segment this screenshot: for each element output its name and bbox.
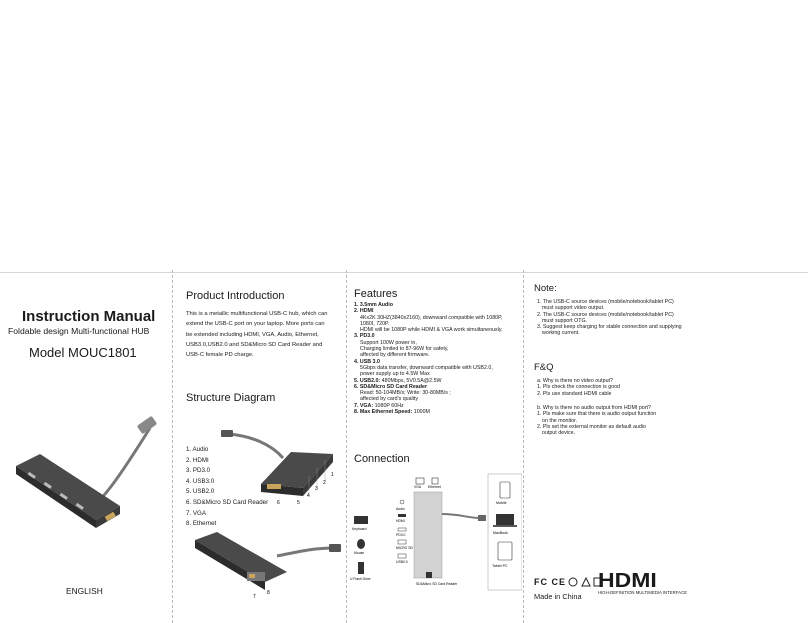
note-line: must support video output.	[542, 305, 605, 312]
intro-heading: Product Introduction	[186, 290, 285, 302]
features-heading: Features	[354, 288, 398, 300]
conn-port-label: MICRO SD	[396, 546, 413, 550]
made-in: Made in China	[534, 592, 582, 601]
structure-item: 4. USB3.0	[186, 477, 215, 485]
hub-illustration	[10, 416, 170, 546]
keyboard-icon	[354, 516, 368, 524]
conn-device-label: U Flash Drive	[350, 577, 371, 581]
structure-item: 1. Audio	[186, 446, 209, 453]
faq-answer: on the monitor.	[542, 417, 578, 424]
note-line: working current.	[542, 330, 580, 337]
faq-question: a. Why is there no video output?	[537, 378, 613, 384]
intro-line: This is a metallic multifunctional USB-C hub, which can	[186, 311, 328, 317]
tablet-icon	[498, 542, 512, 560]
usb-drive-icon	[358, 562, 364, 574]
conn-device-label: MacBook	[493, 531, 508, 535]
feature-title: 6. SD&Micro SD Card Reader	[354, 383, 428, 390]
callout-2: 2	[323, 480, 326, 486]
faq-block-a	[537, 378, 717, 397]
faq-answer: 1. Pls check the connection is good	[537, 384, 621, 391]
feature-value: 1000M	[412, 409, 430, 416]
hdmi-logo: HDMI	[598, 570, 657, 592]
callout-1: 1	[331, 472, 334, 478]
structure-list	[186, 445, 268, 530]
faq-heading: F&Q	[534, 362, 554, 373]
intro-line: USB3.0,USB2.0 and SD&Micro SD Card Reader and	[186, 341, 323, 348]
faq-answer: 2. Pls use standard HDMI cable	[537, 390, 612, 397]
structure-heading: Structure Diagram	[186, 392, 276, 404]
mobile-icon	[500, 482, 510, 498]
cover-title: Instruction Manual	[22, 308, 156, 325]
faq-answer: 2. Pls set the external monitor as default audio	[537, 423, 646, 430]
feature-line: Support 100W power in,	[360, 339, 417, 346]
structure-item: 3. PD3.0	[186, 467, 211, 475]
structure-item: 5. USB2.0	[186, 488, 215, 496]
structure-item: 2. HDMI	[186, 456, 209, 464]
cover-model: Model MOUC1801	[29, 345, 137, 360]
feature-line: HDMI will be 1080P while HDMI & VGA work simultaneously.	[360, 327, 503, 334]
conn-port-label: HDMI	[396, 519, 405, 523]
feature-title: 4. USB 3.0	[354, 358, 380, 365]
note-panel	[524, 276, 808, 623]
structure-item: 8. Ethernet	[186, 520, 217, 528]
connection-heading: Connection	[354, 453, 410, 465]
feature-line: 4Kx2K 30HZ(3840x2160), downward compatible with 1080P,	[360, 314, 503, 321]
note-list	[537, 299, 717, 337]
callout-8: 8	[267, 590, 270, 596]
note-heading: Note:	[534, 283, 557, 294]
mouse-icon	[357, 539, 365, 549]
structure-hub-bottom-illustration	[187, 526, 343, 606]
note-line: 2. The USB-C source devices (mobile/notebook/tablet PC)	[537, 311, 674, 318]
intro-body	[186, 309, 344, 360]
connection-diagram	[350, 472, 522, 592]
intro-line: USB-C female PD charge.	[186, 352, 254, 359]
sd-card-icon	[426, 572, 432, 578]
callout-6: 6	[277, 500, 280, 506]
features-list	[354, 302, 520, 415]
faq-answer: output device.	[542, 430, 575, 437]
intro-line: be extended including HDMI, VGA, Audio, Ethernet,	[186, 331, 319, 338]
structure-item: 6. SD&Micro SD Card Reader	[186, 498, 269, 506]
feature-line: 1080I, 720P.	[360, 320, 390, 327]
conn-top-label: Ethernet	[428, 485, 441, 489]
conn-port-label: PD3.0	[396, 533, 406, 537]
structure-item: 7. VGA	[186, 509, 206, 517]
feature-line: affected by different firmware.	[360, 352, 430, 359]
faq-answer: 1. Pls make sure that there is audio output function	[537, 411, 657, 418]
feature-line: affected by card's quality	[360, 396, 419, 403]
features-panel	[347, 276, 523, 623]
note-line: must support OTG.	[542, 317, 588, 324]
hdmi-small-text: HIGH-DEFINITION MULTIMEDIA INTERFACE	[598, 590, 687, 595]
feature-line: power supply up to 4.5W Max	[360, 371, 430, 378]
faq-block-b	[537, 405, 717, 436]
cover-subtitle: Foldable design Multi-functional HUB	[8, 326, 150, 336]
note-line: 3. Suggest keep charging for stable connection and supplying	[537, 324, 682, 331]
callout-4: 4	[307, 493, 310, 499]
feature-value: 480Mbps, 5V0.5A@2.5W	[380, 377, 442, 384]
conn-port-label: Audio	[396, 507, 405, 511]
feature-title: 8. Max Ethernet Speed:	[354, 409, 413, 416]
cover-panel	[0, 276, 172, 623]
conn-device-label: Tablet PC	[492, 564, 508, 568]
callout-5: 5	[297, 500, 300, 506]
cover-language: ENGLISH	[66, 586, 103, 596]
callout-7: 7	[253, 594, 256, 600]
intro-panel	[173, 276, 345, 623]
feature-title: 7. VGA:	[354, 402, 374, 409]
intro-line: extend the USB-C port on your laptop. More ports can	[186, 321, 325, 328]
feature-title: 3. PD3.0	[354, 333, 375, 340]
faq-question: b. Why is there no audio output from HDMI port?	[537, 405, 651, 411]
conn-device-label: Keyboard	[352, 527, 367, 531]
callout-3: 3	[315, 486, 318, 492]
conn-bottom-label: SD&Micro SD Card Reader	[416, 582, 458, 586]
feature-line: Read: 50-104MB/s; Write: 30-80MB/s ;	[360, 390, 451, 397]
conn-device-label: Mobile	[496, 501, 507, 505]
conn-device-label: Mouse	[354, 551, 365, 555]
hub-body	[414, 492, 442, 578]
cert-marks: FC CE	[534, 577, 566, 587]
note-line: 1. The USB-C source devices (mobile/notebook/tablet PC)	[537, 299, 674, 305]
feature-title: 2. HDMI	[354, 308, 374, 315]
feature-line: 5Gbps data transfer, downward compatible with USB2.0,	[360, 364, 493, 371]
conn-top-label: VGA	[414, 485, 422, 489]
feature-value: 1080P 60Hz	[373, 402, 404, 409]
page-edge-line	[0, 272, 808, 273]
conn-port-label: USB2.0	[396, 560, 408, 564]
feature-line: Charging limited to 87-96W for safety,	[360, 346, 449, 353]
feature-title: 1. 3.5mm Audio	[354, 302, 393, 308]
feature-title: 5. USB2.0:	[354, 377, 381, 384]
laptop-icon	[496, 514, 514, 525]
